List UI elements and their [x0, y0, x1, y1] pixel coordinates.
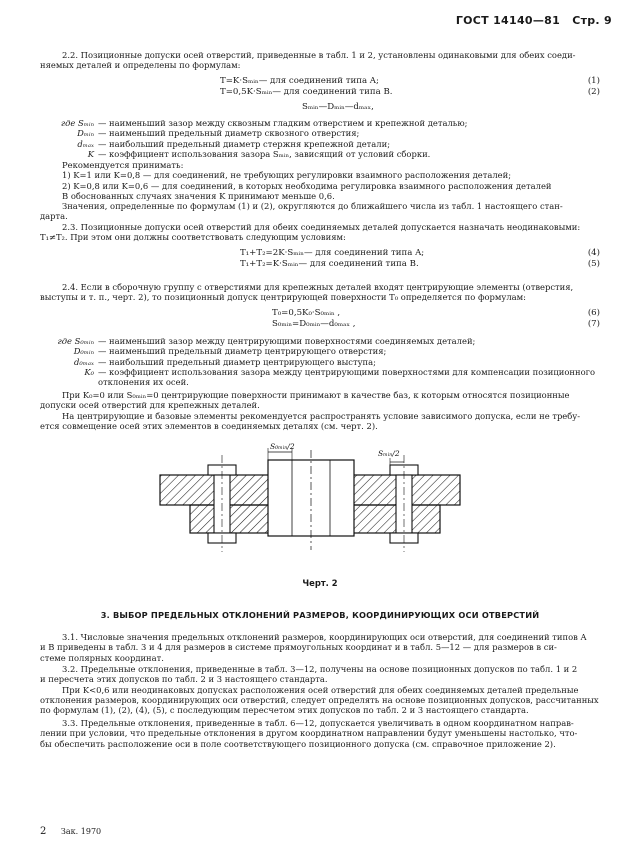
definition-item [40, 336, 600, 346]
formula-row [40, 308, 600, 319]
figure-caption: Черт. 2 [302, 578, 338, 588]
page-header [448, 14, 612, 27]
paragraph-3-1 [40, 632, 600, 663]
definition-item [40, 118, 600, 128]
text-line: ется совмещение осей этих элементов в соединяемых деталях (см. черт. 2). [40, 420, 378, 431]
text-line: отклонения размеров, координирующих оси отверстий, следует определять на основе позиционных допусков, рассчитанных [40, 694, 599, 705]
definition-text: — наименьший предельный диаметр центрирующего отверстия; [98, 346, 387, 357]
text-line: На центрирующие и базовые элементы рекомендуется распространять условие зависимого допуска, если не требу- [62, 410, 581, 421]
formula-row [40, 248, 600, 259]
paragraph-k0 [40, 390, 600, 431]
formula-row [40, 259, 600, 270]
definition-symbol: где Sₘᵢₙ [60, 118, 94, 128]
definition-text: — коэффициент использования зазора между центрирующими поверхностями для компенсации позиционного [98, 366, 596, 377]
definition-item [40, 149, 600, 159]
formula-group-2 [40, 248, 600, 270]
definition-item [40, 346, 600, 356]
text-line: бы обеспечить расположение оси в поле соответствующего позиционного допуска (см. справочное приложение 2). [40, 738, 556, 749]
paragraph-2-3 [40, 222, 600, 243]
formula-number: (4) [587, 248, 600, 258]
definition-text: — наибольший предельный диаметр центрирующего выступа; [98, 356, 376, 367]
footer-page-number: 2 [40, 826, 47, 837]
paragraph-2-4 [40, 282, 600, 303]
definition-symbol: dₘₐₓ [77, 138, 94, 149]
text-line: лении при условии, что предельные отклонения в другом координатном направлении будут уменьшены настолько, что- [40, 728, 578, 739]
text-line: 2.4. Если в сборочную группу с отверстиями для крепежных деталей входят центрирующие элементы (отверстия, [62, 282, 574, 292]
formula-group-3 [40, 308, 600, 330]
definition-symbol: d₀ₘₐₓ [74, 356, 94, 367]
text-line: 3.3. Предельные отклонения, приведенные в табл. 6—12, допускается увеличивать в одном координатном направ- [62, 718, 574, 728]
formula-number: (6) [587, 308, 600, 318]
formula: T₁+T₂=K·Sₘᵢₙ— для соединений типа B. [240, 259, 419, 269]
formula: S₀ₘᵢₙ=D₀ₘᵢₙ—d₀ₘₐₓ , [272, 319, 356, 329]
text-line: дарта. [40, 211, 68, 222]
technical-drawing [120, 440, 520, 570]
formula-number: (2) [587, 87, 600, 97]
text-line: выступы и т. п., черт. 2), то позиционный допуск центрирующей поверхности T₀ определяется по формулам: [40, 292, 526, 303]
text-line: 3.2. Предельные отклонения, приведенные в табл. 3—12, получены на основе позиционных допусков по табл. 1 и 2 [62, 664, 578, 674]
standard-number: ГОСТ 14140—81 [455, 14, 561, 27]
formula-number: (1) [587, 76, 600, 86]
text-line: 1) K=1 или K=0,8 — для соединений, не требующих регулировки взаимного расположения деталей; [62, 170, 512, 181]
text-line: стеме полярных координат. [40, 652, 164, 663]
text-line: T₁≠T₂. При этом они должны соответствовать следующим условиям: [40, 232, 346, 243]
definition-symbol: где S₀ₘᵢₙ [57, 336, 94, 346]
text-line: и B приведены в табл. 3 и 4 для размеров в системе прямоугольных координат и в табл. 5—12 — для размеров в си- [40, 642, 557, 653]
page-number-label: Стр. 9 [572, 14, 612, 27]
formula: Sₘᵢₙ—Dₘᵢₙ—dₘₐₓ, [302, 102, 374, 112]
definition-item [40, 357, 600, 367]
definition-symbol: K₀ [84, 366, 94, 377]
text-line: При K₀=0 или S₀ₘᵢₙ=0 центрирующие поверхности принимают в качестве баз, к которым относятся позиционные [62, 390, 570, 400]
section-3-title: 3. ВЫБОР ПРЕДЕЛЬНЫХ ОТКЛОНЕНИЙ РАЗМЕРОВ, КООРДИНИРУЮЩИХ ОСИ ОТВЕРСТИЙ [100, 610, 540, 620]
dimension-label-right: Sₘᵢₙ/2 [378, 449, 400, 458]
definition-text: — коэффициент использования зазора Sₘᵢₙ, зависящий от условий сборки. [98, 148, 431, 159]
formula-row [40, 76, 600, 87]
definitions-2 [40, 336, 600, 387]
paragraph-3-3 [40, 718, 600, 749]
text-line: Рекомендуется принимать: [62, 160, 184, 170]
definition-item [40, 377, 600, 387]
formula-row [40, 319, 600, 330]
text-line: допуски осей отверстий для крепежных деталей. [40, 400, 260, 411]
formula: T=0,5K·Sₘᵢₙ— для соединений типа B. [220, 87, 393, 97]
text-line: 2.3. Позиционные допуски осей отверстий для обеих соединяемых деталей допускается назначать неодинаковыми: [62, 222, 581, 232]
definition-symbol: D₀ₘᵢₙ [73, 346, 94, 357]
formula-number: (7) [587, 319, 600, 329]
paragraph-2-2 [40, 50, 600, 71]
definition-symbol: K [87, 148, 94, 159]
text-line: няемых деталей и определены по формулам: [40, 60, 241, 71]
text-line: по формулам (1), (2), (4), (5), с последующим пересчетом этих допусков по табл. 2 и 3 настоящего стандарта. [40, 705, 529, 716]
page-footer [40, 826, 101, 837]
definition-item [40, 367, 600, 377]
definition-text: — наименьший предельный диаметр сквозного отверстия; [98, 128, 360, 139]
definition-text: — наименьший зазор между сквозным гладким отверстием и крепежной деталью; [98, 118, 468, 128]
definition-text: — наибольший предельный диаметр стержня крепежной детали; [98, 138, 391, 149]
formula: T₀=0,5K₀·S₀ₘᵢₙ , [272, 308, 341, 318]
formula-group-1 [40, 76, 600, 113]
paragraph-3-2 [40, 664, 600, 715]
definitions-1 [40, 118, 600, 159]
definition-item [40, 139, 600, 149]
recommendations [40, 160, 600, 222]
definition-symbol: Dₘᵢₙ [77, 128, 94, 139]
text-line: При K<0,6 или неодинаковых допусках расположения осей отверстий для обеих соединяемых деталей предельные [62, 684, 579, 695]
text-line: Значения, определенные по формулам (1) и (2), округляются до ближайшего числа из табл. 1 настоящего стан- [62, 201, 563, 212]
text-line: 3.1. Числовые значения предельных отклонений размеров, координирующих оси отверстий, для соединений типов A [62, 632, 587, 642]
text-line: 2) K=0,8 или K=0,6 — для соединений, в которых необходима регулировка взаимного расположения деталей [62, 180, 552, 191]
formula: T₁+T₂=2K·Sₘᵢₙ— для соединений типа A; [240, 248, 425, 258]
definition-text: отклонения их осей. [98, 377, 189, 388]
formula: T=K·Sₘᵢₙ— для соединений типа A; [220, 76, 379, 86]
footer-order-number: Зак. 1970 [60, 827, 102, 836]
text-line: 2.2. Позиционные допуски осей отверстий, приведенные в табл. 1 и 2, установлены одинаковыми для обеих соеди- [62, 50, 576, 60]
text-line: В обоснованных случаях значения K принимают меньше 0,6. [62, 190, 335, 201]
text-line: и пересчета этих допусков по табл. 2 и 3 настоящего стандарта. [40, 674, 328, 685]
formula-number: (5) [587, 259, 600, 269]
definition-text: — наименьший зазор между центрирующими поверхностями соединяемых деталей; [98, 336, 476, 346]
definition-item [40, 128, 600, 138]
formula-row [40, 102, 600, 113]
formula-row [40, 87, 600, 98]
dimension-label-left: S₀ₘᵢₙ/2 [270, 442, 295, 451]
definition-symbol [40, 377, 98, 387]
